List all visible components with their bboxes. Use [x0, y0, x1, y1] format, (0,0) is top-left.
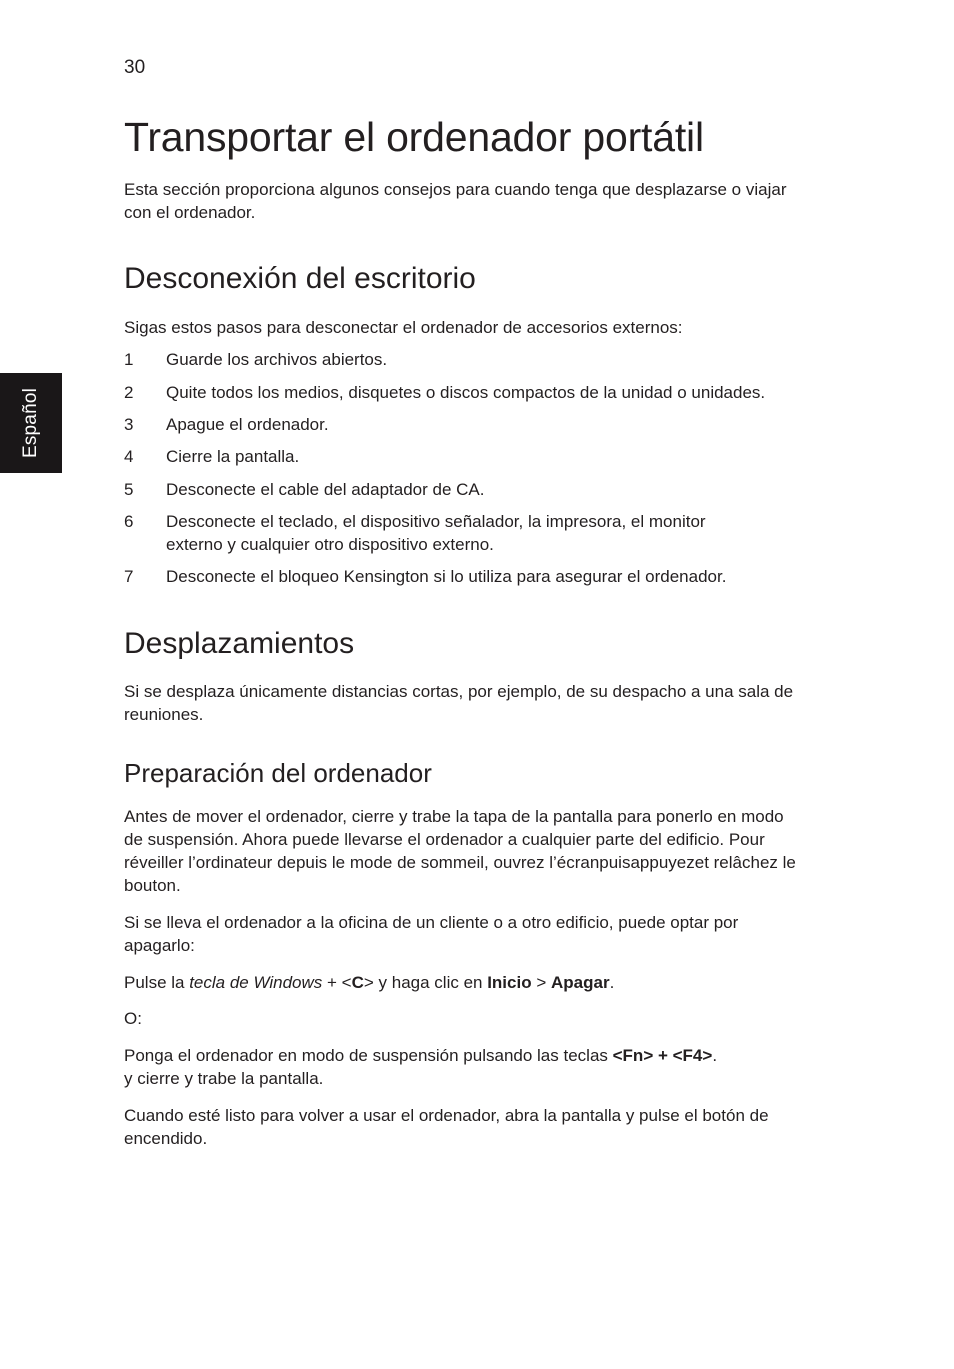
step-number: 5: [124, 480, 134, 499]
step-text: Desconecte el cable del adaptador de CA.: [166, 480, 485, 499]
step-number: 1: [124, 350, 134, 369]
preparacion-paragraph-3: [124, 971, 814, 994]
text-run: .: [609, 973, 615, 992]
preparacion-paragraph-6: Cuando esté listo para volver a usar el ordenador, abra la pantalla y pulse el botón de encendido.: [124, 1106, 769, 1148]
step-number: 3: [124, 415, 134, 434]
page-number: 30: [124, 57, 146, 78]
text-run: .: [712, 1046, 718, 1065]
text-run: + <: [322, 973, 352, 992]
preparacion-paragraph-1: Antes de mover el ordenador, cierre y trabe la tapa de la pantalla para ponerlo en modo de suspensión. Ahora puede llevarse el ordenador a cualquier parte del edificio. Pour réveiller l’ordinateur depuis le mode de sommeil, ouvrez l’écranpuisappuyezet relâchez le bouton.: [124, 807, 796, 895]
text-run: > y haga clic en: [363, 973, 488, 992]
language-side-tab: [0, 373, 62, 473]
step-text: Quite todos los medios, disquetes o discos compactos de la unidad o unidades.: [166, 383, 766, 402]
text-run-bold: Apagar: [550, 973, 610, 992]
language-side-tab-label: Español: [20, 387, 41, 459]
section-desconexion-lead: Sigas estos pasos para desconectar el ordenador de accesorios externos:: [124, 318, 683, 337]
text-run-bold: C: [351, 973, 364, 992]
text-run: >: [531, 973, 551, 992]
text-run: y cierre y trabe la pantalla.: [124, 1069, 324, 1088]
step-text: Apague el ordenador.: [166, 415, 329, 434]
step-number: 6: [124, 512, 134, 531]
step-text: Guarde los archivos abiertos.: [166, 350, 388, 369]
subsection-heading-preparacion: Preparación del ordenador: [124, 758, 432, 788]
preparacion-paragraph-2: Si se lleva el ordenador a la oficina de un cliente o a otro edificio, puede optar por apagarlo:: [124, 913, 739, 955]
intro-paragraph: Esta sección proporciona algunos consejos para cuando tenga que desplazarse o viajar con el ordenador.: [124, 180, 787, 222]
step-text: Desconecte el bloqueo Kensington si lo utiliza para asegurar el ordenador.: [166, 567, 727, 586]
step-text: Desconecte el teclado, el dispositivo señalador, la impresora, el monitor externo y cualquier otro dispositivo externo.: [166, 512, 706, 554]
section-desplazamientos-lead: Si se desplaza únicamente distancias cortas, por ejemplo, de su despacho a una sala de reuniones.: [124, 682, 794, 724]
text-run-bold: <Fn> + <F4>: [612, 1046, 713, 1065]
step-number: 2: [124, 383, 134, 402]
text-run-bold: Inicio: [487, 973, 532, 992]
text-run: Ponga el ordenador en modo de suspensión pulsando las teclas: [124, 1046, 613, 1065]
text-run-italic: tecla de Windows: [189, 973, 323, 992]
preparacion-paragraph-5: [124, 1044, 814, 1090]
step-number: 4: [124, 447, 134, 466]
section-heading-desconexion: Desconexión del escritorio: [124, 262, 476, 295]
step-number: 7: [124, 567, 134, 586]
step-text: Cierre la pantalla.: [166, 447, 300, 466]
text-run: Pulse la: [124, 973, 190, 992]
preparacion-paragraph-4: O:: [124, 1009, 142, 1028]
page-title: Transportar el ordenador portátil: [124, 114, 704, 160]
section-heading-desplazamientos: Desplazamientos: [124, 627, 355, 660]
